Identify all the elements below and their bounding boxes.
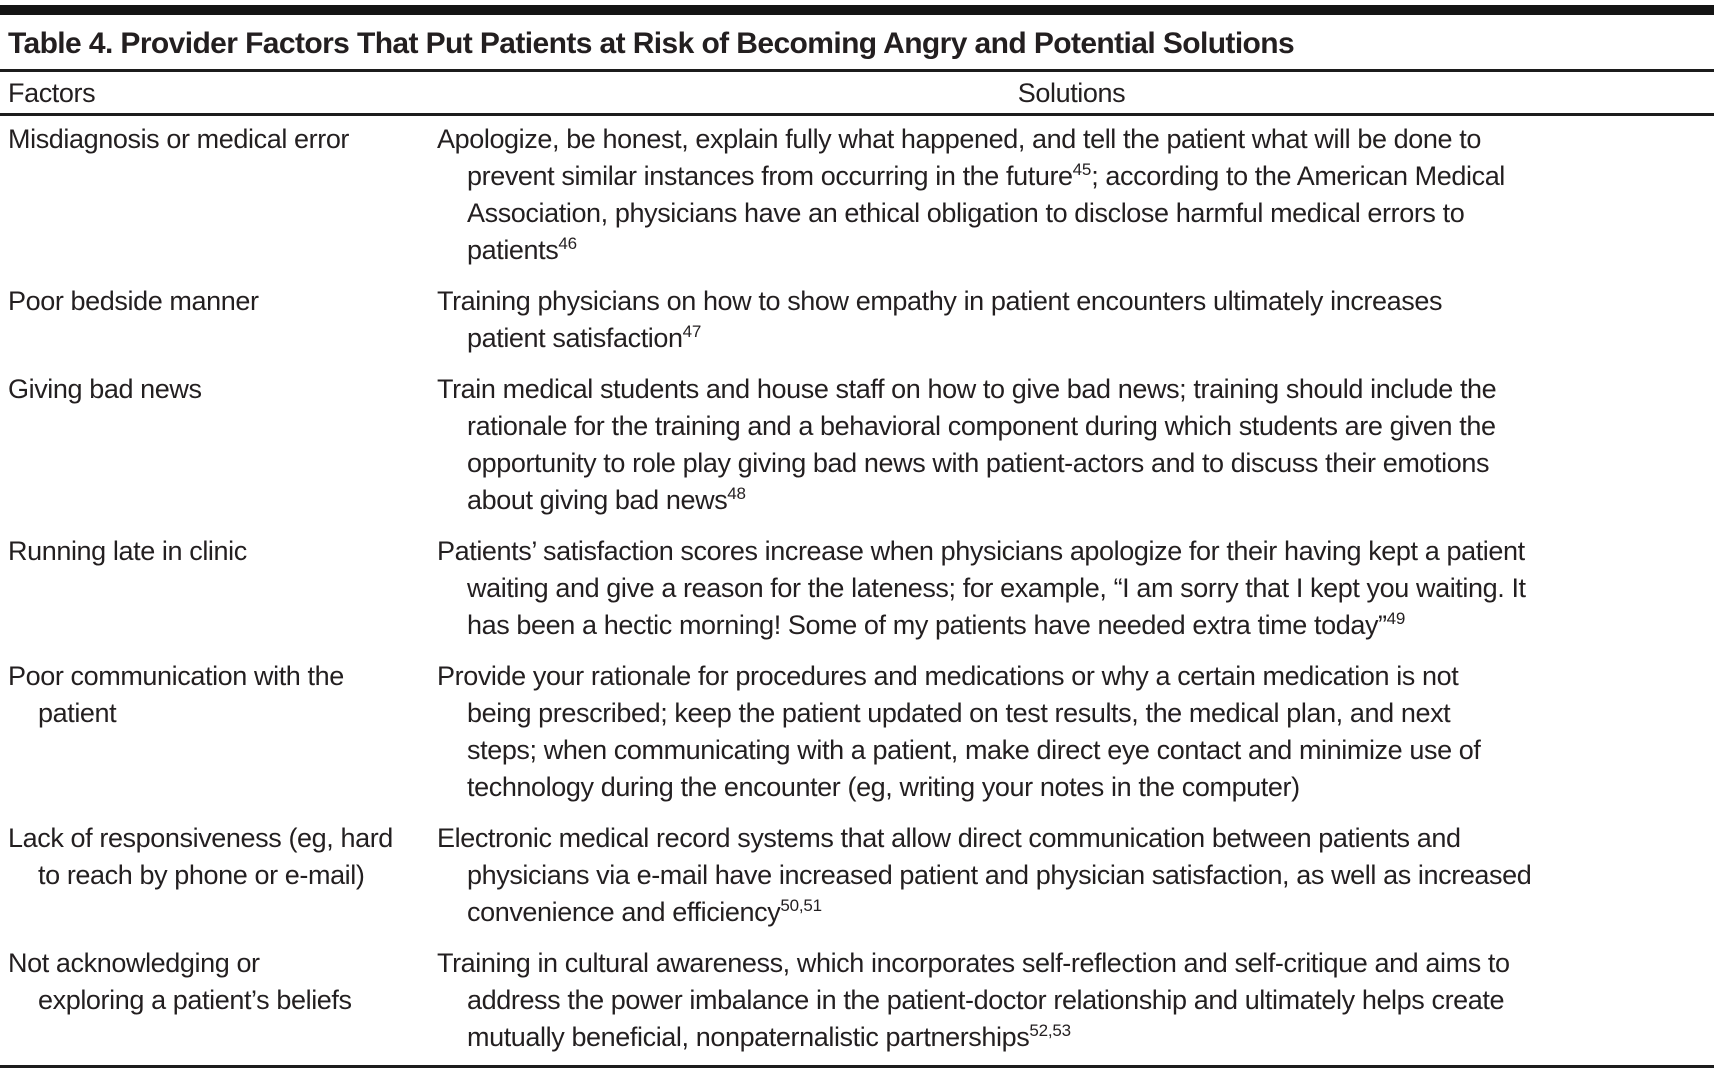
factor-cell [8,658,408,806]
solutions-column-header: Solutions [1017,78,1126,108]
table-body [0,116,1714,1056]
solution-line: Training in cultural awareness, which incorporates self-reflection and self-critique and aims to [437,948,1510,978]
solution-line: Apologize, be honest, explain fully what happened, and tell the patient what will be done to [437,124,1481,154]
factors-column-header: Factors [8,78,96,108]
factor-line: exploring a patient’s beliefs [38,985,352,1015]
factor-cell [8,371,408,519]
solution-cell [437,371,1714,519]
table-row [8,121,1714,269]
solution-line: has been a hectic morning! Some of my patients have needed extra time today”$^{49}$ [467,609,1406,640]
factor-line: Poor communication with the [8,661,344,691]
solution-line: mutually beneficial, nonpaternalistic partnerships$^{52,53}$ [467,1021,1071,1052]
solution-line: Training physicians on how to show empathy in patient encounters ultimately increases [437,286,1443,316]
paper-table-page [0,5,1714,1068]
solution-cell [437,945,1714,1056]
factor-line: patient [38,698,117,728]
solution-cell [437,820,1714,931]
reference-superscript: 48 [727,484,746,503]
solution-line: patient satisfaction$^{47}$ [467,322,702,353]
reference-superscript: 50,51 [780,896,822,915]
solution-line: physicians via e-mail have increased patient and physician satisfaction, as well as increased [467,860,1532,890]
solution-line: prevent similar instances from occurring in the future$^{45}$; according to the American Medical [467,160,1505,191]
reference-superscript: 45 [1072,160,1092,179]
solution-line: Provide your rationale for procedures and medications or why a certain medication is not [437,661,1459,691]
factor-cell [8,945,408,1056]
solution-cell [437,658,1714,806]
reference-superscript: 49 [1386,609,1406,628]
solution-line: steps; when communicating with a patient, make direct eye contact and minimize use of [467,735,1481,765]
solution-line: Train medical students and house staff on how to give bad news; training should include the [437,374,1497,404]
table-row [8,820,1714,931]
table-row [8,283,1714,357]
solution-line: opportunity to role play giving bad news with patient-actors and to discuss their emotions [467,448,1490,478]
solution-line: waiting and give a reason for the lateness; for example, “I am sorry that I kept you waiting. It [467,573,1526,603]
factor-cell [8,820,408,931]
solution-line: being prescribed; keep the patient updated on test results, the medical plan, and next [467,698,1451,728]
solution-line: about giving bad news$^{48}$ [467,484,746,515]
factor-cell [8,121,408,269]
factor-line: Running late in clinic [8,536,247,566]
factor-line: Lack of responsiveness (eg, hard [8,823,393,853]
solution-line: convenience and efficiency$^{50,51}$ [467,896,822,927]
factor-line: Giving bad news [8,374,202,404]
factor-line: to reach by phone or e-mail) [38,860,365,890]
factor-cell [8,533,408,644]
solution-line: patients$^{46}$ [467,234,577,265]
reference-superscript: 46 [558,234,577,253]
table-row [8,945,1714,1056]
factor-line: Misdiagnosis or medical error [8,124,350,154]
table-title: Table 4. Provider Factors That Put Patients at Risk of Becoming Angry and Potential Solutions [8,27,1295,60]
table-row [8,658,1714,806]
table-row [8,533,1714,644]
factor-cell [8,283,408,357]
solution-line: Association, physicians have an ethical obligation to disclose harmful medical errors to [467,198,1465,228]
table-header-row [0,72,1714,113]
table-row [8,371,1714,519]
solution-line: technology during the encounter (eg, writing your notes in the computer) [467,772,1300,802]
solution-line: address the power imbalance in the patient-doctor relationship and ultimately helps create [467,985,1505,1015]
factor-line: Poor bedside manner [8,286,259,316]
solution-cell [437,533,1714,644]
reference-superscript: 52,53 [1029,1021,1071,1040]
solution-line: Electronic medical record systems that allow direct communication between patients and [437,823,1461,853]
solution-cell [437,283,1714,357]
factor-line: Not acknowledging or [8,948,260,978]
solution-line: rationale for the training and a behavioral component during which students are given the [467,411,1496,441]
table-top-rule [0,5,1714,15]
solution-line: Patients’ satisfaction scores increase when physicians apologize for their having kept a patient [437,536,1525,566]
solution-cell [437,121,1714,269]
reference-superscript: 47 [682,322,702,341]
